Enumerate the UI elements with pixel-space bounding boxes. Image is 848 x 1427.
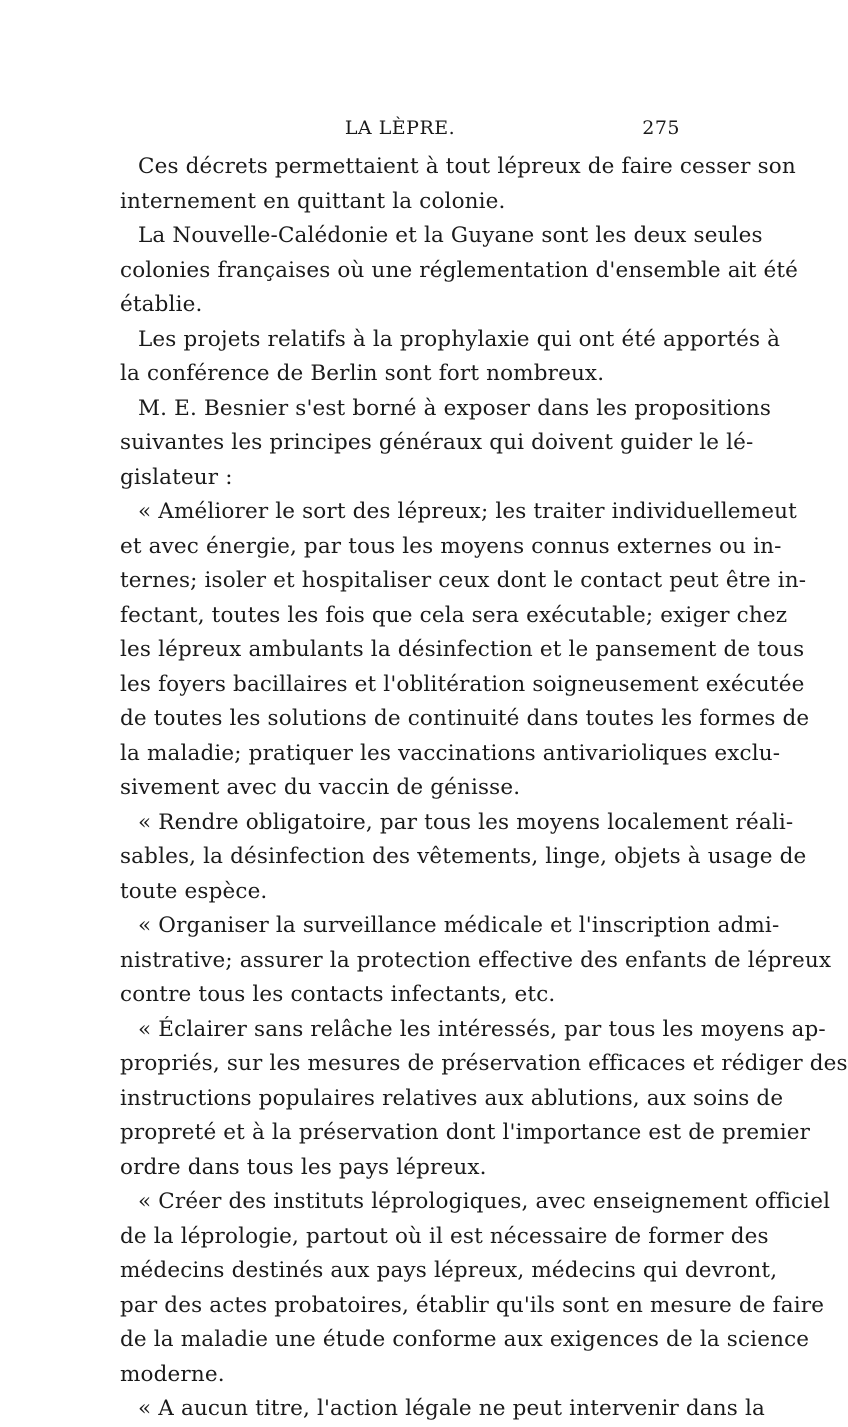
text-line: de toutes les solutions de continuité dans toutes les formes de <box>120 706 810 731</box>
text-line: ordre dans tous les pays lépreux. <box>120 1154 487 1180</box>
text-line: « Éclairer sans relâche les intéressés, par tous les moyens ap- <box>138 1016 826 1042</box>
text-line: et avec énergie, par tous les moyens connus externes ou in- <box>120 533 782 559</box>
text-line: contre tous les contacts infectants, etc. <box>120 982 556 1007</box>
text-line: M. E. Besnier s'est borné à exposer dans les propositions <box>138 395 772 421</box>
text-line: propreté et à la préservation dont l'importance est de premier <box>120 1120 811 1145</box>
text-line: établie. <box>120 292 203 317</box>
text-line: sables, la désinfection des vêtements, linge, objets à usage de <box>120 844 807 869</box>
text-line: La Nouvelle-Calédonie et la Guyane sont les deux seules <box>138 223 763 248</box>
text-line: de la léprologie, partout où il est nécessaire de former des <box>120 1223 769 1249</box>
text-line: médecins destinés aux pays lépreux, médecins qui devront, <box>120 1258 778 1283</box>
text-line: fectant, toutes les fois que cela sera exécutable; exiger chez <box>120 602 788 628</box>
text-line: gislateur : <box>120 464 233 490</box>
text-line: les foyers bacillaires et l'oblitération soigneusement exécutée <box>120 671 805 697</box>
text-line: « A aucun titre, l'action légale ne peut intervenir dans la <box>138 1396 765 1421</box>
text-line: colonies françaises où une réglementation d'ensemble ait été <box>120 257 799 283</box>
text-line: « Créer des instituts léprologiques, avec enseignement officiel <box>138 1189 831 1214</box>
page-number: 275 <box>642 117 680 139</box>
text-line: moderne. <box>120 1361 225 1387</box>
text-line: toute espèce. <box>120 878 268 904</box>
text-line: la conférence de Berlin sont fort nombreux. <box>120 361 605 386</box>
text-line: instructions populaires relatives aux ablutions, aux soins de <box>120 1085 784 1111</box>
text-line: par des actes probatoires, établir qu'ils sont en mesure de faire <box>120 1292 825 1318</box>
text-line: ternes; isoler et hospitaliser ceux dont le contact peut être in- <box>120 568 807 593</box>
body-text <box>120 150 848 1427</box>
text-line: Les projets relatifs à la prophylaxie qui ont été apportés à <box>138 326 781 352</box>
text-line: suivantes les principes généraux qui doivent guider le lé- <box>120 430 754 455</box>
text-line: la maladie; pratiquer les vaccinations antivarioliques exclu- <box>120 740 781 766</box>
running-header <box>120 117 680 147</box>
text-line: les lépreux ambulants la désinfection et le pansement de tous <box>120 637 805 662</box>
text-line: Ces décrets permettaient à tout lépreux de faire cesser son <box>138 154 796 179</box>
text-line: nistrative; assurer la protection effective des enfants de lépreux <box>120 947 832 973</box>
text-line: « Rendre obligatoire, par tous les moyens localement réali- <box>138 809 794 835</box>
text-line: de la maladie une étude conforme aux exigences de la science <box>120 1327 810 1352</box>
text-line: propriés, sur les mesures de préservation efficaces et rédiger des <box>120 1051 848 1076</box>
text-line: sivement avec du vaccin de génisse. <box>120 775 521 800</box>
text-line: « Organiser la surveillance médicale et l'inscription admi- <box>138 913 780 938</box>
text-line: « Améliorer le sort des lépreux; les traiter individuellemeut <box>138 499 797 524</box>
text-line: internement en quittant la colonie. <box>120 188 506 214</box>
running-title: LA LÈPRE. <box>344 117 456 139</box>
